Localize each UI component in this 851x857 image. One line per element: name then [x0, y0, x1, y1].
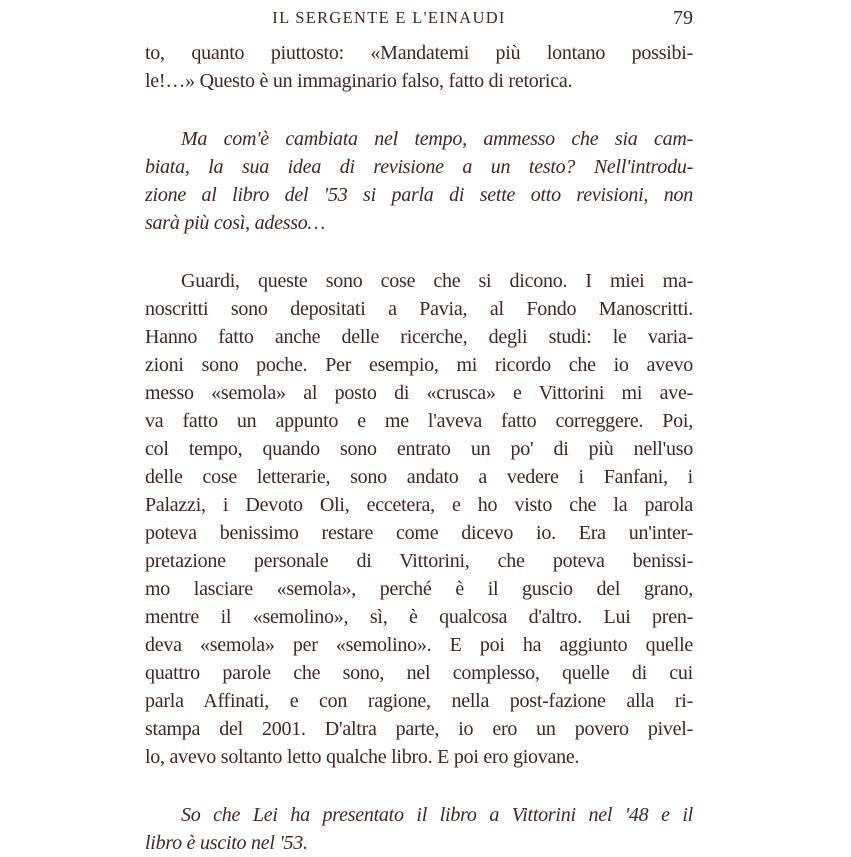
text-line: deva «semola» per «semolino». E poi ha aggiunto quelle: [145, 634, 693, 656]
text-line: stampa del 2001. D'altra parte, io ero un povero pivel-: [145, 718, 693, 740]
text-line: to, quanto piuttosto: «Mandatemi più lontano possibi-: [145, 42, 693, 64]
text-line: Guardi, queste sono cose che si dicono. I miei ma-: [181, 270, 693, 292]
text-line: delle cose letterarie, sono andato a vedere i Fanfani, i: [145, 466, 693, 488]
running-head: [145, 6, 693, 30]
text-line: noscritti sono depositati a Pavia, al Fondo Manoscritti.: [145, 298, 693, 320]
text-line: zioni sono poche. Per esempio, mi ricordo che io avevo: [145, 354, 693, 376]
paragraph: [145, 801, 693, 857]
paragraph: [145, 125, 693, 237]
paragraph: [145, 267, 693, 771]
text-line: libro è uscito nel '53.: [145, 832, 308, 854]
text-line: le!…» Questo è un immaginario falso, fatto di retorica.: [145, 70, 573, 92]
text-block: [145, 39, 693, 857]
text-line: mo lasciare «semola», perché è il guscio del grano,: [145, 578, 693, 600]
text-line: col tempo, quando sono entrato un po' di più nell'uso: [145, 438, 693, 460]
text-line: messo «semola» al posto di «crusca» e Vittorini mi ave-: [145, 382, 693, 404]
text-line: pretazione personale di Vittorini, che poteva benissi-: [145, 550, 693, 572]
text-line: sarà più così, adesso…: [145, 212, 326, 234]
text-line: biata, la sua idea di revisione a un testo? Nell'introdu-: [145, 156, 693, 178]
paragraph: [145, 39, 693, 95]
text-column: [145, 6, 693, 857]
running-head-title: IL SERGENTE E L'EINAUDI: [272, 8, 506, 27]
text-line: lo, avevo soltanto letto qualche libro. E poi ero giovane.: [145, 746, 580, 768]
text-line: va fatto un appunto e me l'aveva fatto correggere. Poi,: [145, 410, 693, 432]
text-line: So che Lei ha presentato il libro a Vittorini nel '48 e il: [181, 804, 693, 826]
text-line: mentre il «semolino», sì, è qualcosa d'altro. Lui pren-: [145, 606, 693, 628]
text-line: zione al libro del '53 si parla di sette otto revisioni, non: [145, 184, 693, 206]
text-line: parla Affinati, e con ragione, nella post-fazione alla ri-: [145, 690, 693, 712]
text-line: Palazzi, i Devoto Oli, eccetera, e ho visto che la parola: [145, 494, 693, 516]
text-line: poteva benissimo restare come dicevo io. Era un'inter-: [145, 522, 693, 544]
page-number: 79: [673, 7, 693, 29]
text-line: Hanno fatto anche delle ricerche, degli studi: le varia-: [145, 326, 693, 348]
text-line: Ma com'è cambiata nel tempo, ammesso che sia cam-: [181, 128, 693, 150]
text-line: quattro parole che sono, nel complesso, quelle di cui: [145, 662, 693, 684]
